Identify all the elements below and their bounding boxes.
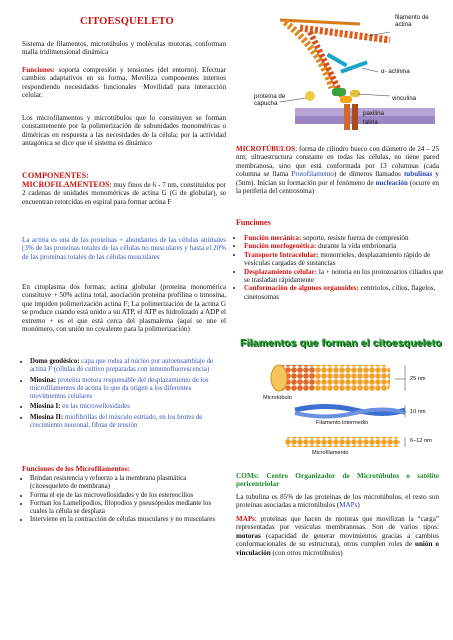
citoplasma-paragraph: En citoplasma dos formas; actina globular (proteína monomérica constituye + 50% actina total, asociación proteína profilina o timosina, que impiden polimerización actina F; La polimerización de la actina G se produce cuando está unido a un ATP, el ATP es hidrolizado a ADP el extremo + es el que está cerca del plasmalema (aquí se une el monómero, con unión no covalente para la polimerización)	[22, 283, 226, 334]
label-proteina-capucha: proteína de capucha	[254, 93, 286, 107]
intermediate-filament-graphic	[295, 407, 405, 417]
funciones-micro-list	[20, 475, 226, 525]
list-item: • Domo geodésico: capa que rodea al núcleo por autoensamblaje de actina F (células de cultivo preparadas con inmunofluorescencia)	[30, 358, 226, 375]
microtubulos-paragraph: MICROTÚBULOS: forma de cilindro hueco con diámetro de 24 – 25 nm; ultraestructura constante en todas las células, no tiene pared membranosa, sino que está conformada por 13 columnas (cada columna se llama Protofilamento) de dímeros llamados tubulinas y (5nm). Inician su formación por el fenómeno de nucleación (ocurre en la periferia del centrosoma)	[236, 145, 439, 196]
funciones-text: : soporta compresión y tensiones (del entorno). Efectuar cambios adaptativos en su forma, Moviliza componentes internos respondiendo necesidades funcionales ·Movilidad para interacción celular.	[22, 66, 226, 100]
filaments-wordart-title: Filamentos que forman el citoesqueleto	[240, 337, 442, 349]
list-item: • Conformación de algunos organoides: centriolos, cilios, flagelos, cinetosomas	[244, 284, 447, 301]
componentes-label: COMPONENTES:	[22, 171, 89, 180]
list-item: • Desplazamiento celular: la + notoria en los protozoarios ciliados que se trasladan rápidamente	[244, 268, 447, 285]
list-item: • Brindan resistencia y refuerzo a la membrana plasmática (citoesqueleto de membrana)	[30, 475, 226, 492]
coms-heading: COMs: Centro Organizador de Microtúbulos o satélite pericentriolar	[236, 471, 439, 489]
funciones-micro-heading: Funciones de los Microfilamentos:	[22, 464, 131, 473]
list-item: • Interviene en la contracción de células musculares y no musculares	[30, 516, 226, 524]
microfilamentos-label: MICROFILAMENTEOS	[22, 180, 110, 189]
focal-adhesion-diagram	[240, 10, 445, 135]
polimerizacion-paragraph: Los microfilamentos y microtúbulos que lo constituyen se forman constantemente por la polimerización de subunidades monoméricas o diméricas en respuesta a las necesidades de la célula; por la actividad antagónica se dice que el sistema es dinámico	[22, 114, 226, 148]
label-filamento-actina: filamento de actina	[395, 14, 429, 28]
tubulina-paragraph: La tubulina es 85% de las proteínas de los microtúbulos, el resto son proteínas asociadas a microtúbulos (MAPs)	[236, 493, 439, 510]
microfilamentos-paragraph	[22, 181, 226, 206]
list-item: • Miosina I: en las microvellosidades	[30, 403, 226, 411]
microtubulos-label: MICROTÚBULOS	[236, 145, 296, 153]
list-item: • Función morfogenética: durante la vida embrionaria	[244, 242, 447, 250]
list-item: • Miosina II: miofibrillas del músculo estriado, en los brotes de crecimiento neuronal, fibras de tensión	[30, 414, 226, 431]
label-microtubulo: Microtúbulo	[263, 395, 292, 401]
label-paxilina: paxilina	[363, 110, 384, 117]
funciones-label: Funciones	[22, 66, 53, 74]
label-vinculina: vinculina	[392, 95, 417, 102]
protofilamento-term: Protofilamento	[291, 170, 334, 179]
list-item: • Transporte Intracelular: monorrieles, desplazamiento rápido de vesículas cargadas de sustancias	[244, 251, 447, 268]
label-10nm: 10 nm	[410, 409, 426, 415]
page-title: CITOESQUELETO	[80, 16, 174, 27]
label-6-12nm: 6–12 nm	[410, 438, 432, 444]
actina-paragraph: La actina es una de las proteínas + abundantes de las células animales (3% de las proteínas totales de las células no musculares y hasta el 20% de las proteínas totales de las células musculares	[22, 236, 226, 261]
label-talina: talina	[363, 119, 378, 126]
funciones2-heading: Funciones	[236, 218, 271, 227]
filaments-diagram	[255, 355, 425, 460]
microtubule-graphic	[271, 365, 390, 391]
list-item: • Miosina: proteína motora responsable del desplazamiento de los microfilamentos de actina lo que da origen a los diferentes movimientos celulares	[30, 377, 226, 402]
nucleacion-term: nucleación	[375, 178, 408, 187]
proteins-list	[20, 358, 226, 430]
list-item: • Función mecánica: soporte, resiste fuerza de compresión	[244, 234, 447, 242]
intro-paragraph: Sistema de filamentos, microtúbulos y moléculas motoras, conforman malla tridimensional dinámica	[22, 40, 226, 57]
tubulinas-term: tubulinas y	[403, 170, 439, 179]
microfilament-graphic	[285, 437, 400, 447]
label-25nm: 25 nm	[410, 376, 426, 382]
maps-label: MAPs	[236, 515, 255, 523]
label-alfa-actinina: α- actinina	[381, 68, 410, 75]
list-item: • Forma el eje de las microvellosidades y de los estereocilios	[30, 492, 226, 500]
componentes-heading	[22, 171, 226, 180]
label-filamento-intermedio: Filamento intermedio	[316, 420, 369, 426]
microfilamentos-text: : muy finos de 6 - 7 nm, constituidos por 2 cadenas de unidades monoméricas de actina G (G de globular), se encuentran retorcidas en espiral para formar actina F	[22, 181, 226, 206]
funciones2-list	[234, 234, 447, 301]
list-item: • Forman los Lamelipodios, filopodios y pseusópodos mediante los cuales la célula se desplaza	[30, 500, 226, 517]
funciones-paragraph	[22, 66, 226, 100]
maps-paragraph: MAPs: proteínas que hacen de motoras que movilizan la “carga” representadas por vesículas membranosas. Son de varios tipos: motoras (capacidad de generar movimientos gracias a cambios conformacionales de su estructura), otros cumplen roles de unión o vinculación (con otros microtúbulos)	[236, 515, 439, 557]
label-microfilamento: Microfilamento	[312, 450, 349, 456]
